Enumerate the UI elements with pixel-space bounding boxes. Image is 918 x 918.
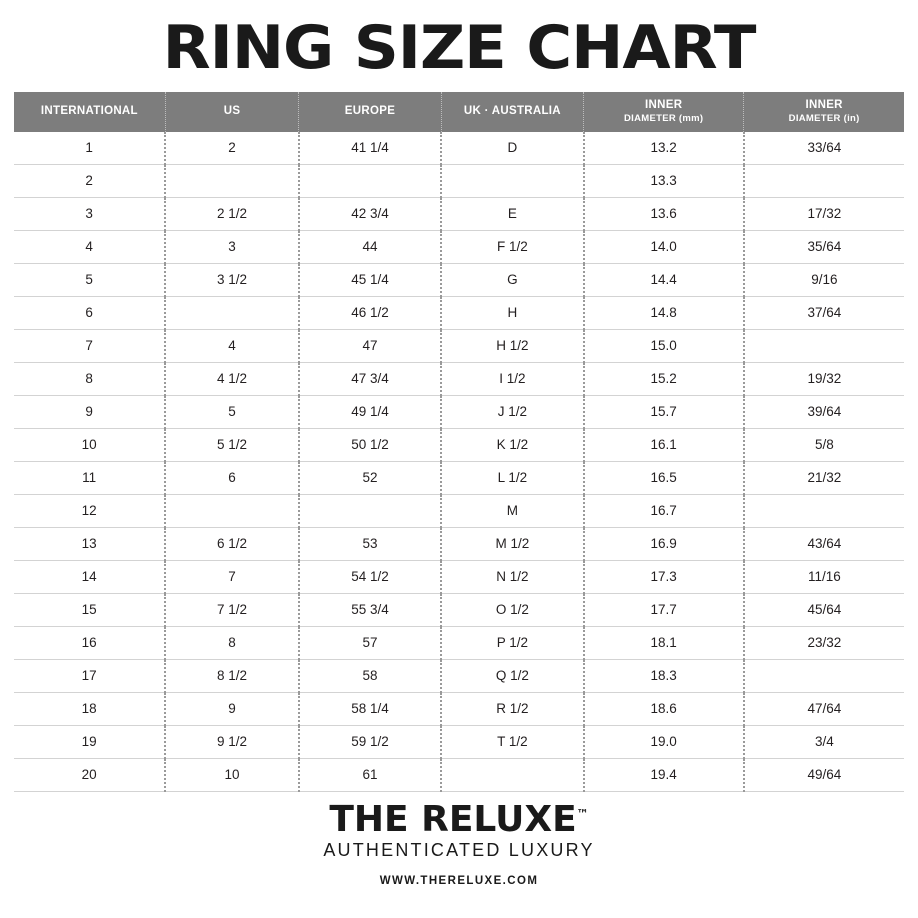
cell-us: 8 — [165, 626, 299, 659]
cell-us: 8 1/2 — [165, 659, 299, 692]
cell-uk-australia: D — [441, 132, 583, 165]
cell-international: 8 — [14, 362, 165, 395]
cell-diameter-in: 45/64 — [744, 593, 904, 626]
cell-diameter-mm: 13.3 — [584, 164, 744, 197]
cell-europe: 47 — [299, 329, 441, 362]
brand-name: THE RELUXE — [329, 798, 577, 840]
column-header-sublabel: DIAMETER (in) — [788, 112, 860, 124]
cell-europe: 41 1/4 — [299, 132, 441, 165]
cell-uk-australia: H — [441, 296, 583, 329]
cell-europe: 59 1/2 — [299, 725, 441, 758]
table-row — [14, 263, 904, 296]
table-row — [14, 230, 904, 263]
column-header-europe — [299, 92, 441, 132]
table-row — [14, 725, 904, 758]
brand-tagline: AUTHENTICATED LUXURY — [323, 839, 595, 860]
table-body — [14, 132, 904, 792]
cell-uk-australia: T 1/2 — [441, 725, 583, 758]
table-row — [14, 758, 904, 791]
cell-international: 19 — [14, 725, 165, 758]
cell-international: 5 — [14, 263, 165, 296]
cell-international: 3 — [14, 197, 165, 230]
cell-us — [165, 164, 299, 197]
cell-diameter-in — [744, 659, 904, 692]
table-row — [14, 197, 904, 230]
cell-diameter-in: 9/16 — [744, 263, 904, 296]
cell-us: 2 — [165, 132, 299, 165]
cell-international: 18 — [14, 692, 165, 725]
cell-international: 12 — [14, 494, 165, 527]
cell-diameter-in: 47/64 — [744, 692, 904, 725]
cell-uk-australia: M 1/2 — [441, 527, 583, 560]
cell-diameter-in — [744, 329, 904, 362]
cell-us: 4 — [165, 329, 299, 362]
cell-europe: 54 1/2 — [299, 560, 441, 593]
column-header-international — [14, 92, 165, 132]
cell-diameter-mm: 14.4 — [584, 263, 744, 296]
cell-us: 5 1/2 — [165, 428, 299, 461]
cell-diameter-mm: 19.0 — [584, 725, 744, 758]
cell-europe — [299, 164, 441, 197]
cell-diameter-in: 35/64 — [744, 230, 904, 263]
cell-uk-australia: J 1/2 — [441, 395, 583, 428]
table-row — [14, 296, 904, 329]
cell-europe: 61 — [299, 758, 441, 791]
cell-europe: 58 — [299, 659, 441, 692]
column-header-inner-diameter-in — [744, 92, 904, 132]
column-header-label: INTERNATIONAL — [40, 105, 138, 118]
table-row — [14, 428, 904, 461]
cell-us: 2 1/2 — [165, 197, 299, 230]
cell-diameter-in: 33/64 — [744, 132, 904, 165]
cell-europe: 50 1/2 — [299, 428, 441, 461]
cell-us: 4 1/2 — [165, 362, 299, 395]
cell-europe — [299, 494, 441, 527]
cell-international: 14 — [14, 560, 165, 593]
table-row — [14, 659, 904, 692]
column-header-sublabel: DIAMETER (mm) — [623, 112, 704, 124]
cell-us: 9 1/2 — [165, 725, 299, 758]
cell-diameter-mm: 16.1 — [584, 428, 744, 461]
cell-diameter-in: 37/64 — [744, 296, 904, 329]
cell-europe: 57 — [299, 626, 441, 659]
cell-diameter-mm: 17.7 — [584, 593, 744, 626]
cell-diameter-in — [744, 494, 904, 527]
cell-international: 6 — [14, 296, 165, 329]
table-row — [14, 527, 904, 560]
cell-international: 17 — [14, 659, 165, 692]
table-row — [14, 626, 904, 659]
column-header-label: UK · AUSTRALIA — [463, 105, 561, 118]
table-row — [14, 132, 904, 165]
cell-uk-australia: M — [441, 494, 583, 527]
cell-europe: 52 — [299, 461, 441, 494]
cell-us: 3 1/2 — [165, 263, 299, 296]
cell-diameter-mm: 13.6 — [584, 197, 744, 230]
cell-europe: 46 1/2 — [299, 296, 441, 329]
cell-diameter-mm: 18.1 — [584, 626, 744, 659]
table-row — [14, 560, 904, 593]
cell-international: 1 — [14, 132, 165, 165]
table-header-row — [14, 92, 904, 132]
cell-diameter-mm: 15.7 — [584, 395, 744, 428]
cell-diameter-mm: 14.8 — [584, 296, 744, 329]
cell-us: 3 — [165, 230, 299, 263]
cell-uk-australia: K 1/2 — [441, 428, 583, 461]
table-row — [14, 692, 904, 725]
cell-diameter-in: 21/32 — [744, 461, 904, 494]
cell-uk-australia: E — [441, 197, 583, 230]
cell-uk-australia: Q 1/2 — [441, 659, 583, 692]
cell-international: 16 — [14, 626, 165, 659]
cell-diameter-in — [744, 164, 904, 197]
cell-diameter-mm: 16.7 — [584, 494, 744, 527]
cell-uk-australia: P 1/2 — [441, 626, 583, 659]
cell-diameter-in: 3/4 — [744, 725, 904, 758]
cell-international: 13 — [14, 527, 165, 560]
cell-uk-australia: L 1/2 — [441, 461, 583, 494]
cell-europe: 42 3/4 — [299, 197, 441, 230]
cell-diameter-mm: 18.3 — [584, 659, 744, 692]
cell-uk-australia — [441, 164, 583, 197]
cell-europe: 47 3/4 — [299, 362, 441, 395]
cell-us: 5 — [165, 395, 299, 428]
cell-international: 10 — [14, 428, 165, 461]
column-header-label: EUROPE — [344, 105, 396, 118]
cell-diameter-in: 23/32 — [744, 626, 904, 659]
cell-us — [165, 296, 299, 329]
cell-diameter-mm: 14.0 — [584, 230, 744, 263]
cell-international: 11 — [14, 461, 165, 494]
website-url: WWW.THERELUXE.COM — [379, 874, 539, 887]
cell-diameter-mm: 16.9 — [584, 527, 744, 560]
cell-diameter-mm: 18.6 — [584, 692, 744, 725]
table-row — [14, 362, 904, 395]
cell-international: 2 — [14, 164, 165, 197]
cell-international: 20 — [14, 758, 165, 791]
cell-diameter-mm: 15.0 — [584, 329, 744, 362]
column-header-label: INNER — [805, 99, 843, 111]
cell-us: 6 1/2 — [165, 527, 299, 560]
cell-us: 9 — [165, 692, 299, 725]
cell-international: 4 — [14, 230, 165, 263]
cell-diameter-in: 19/32 — [744, 362, 904, 395]
cell-diameter-in: 11/16 — [744, 560, 904, 593]
column-header-uk-australia — [441, 92, 583, 132]
cell-diameter-in: 49/64 — [744, 758, 904, 791]
column-header-label: US — [223, 105, 241, 118]
table-row — [14, 164, 904, 197]
cell-diameter-in: 39/64 — [744, 395, 904, 428]
cell-uk-australia: H 1/2 — [441, 329, 583, 362]
table-row — [14, 593, 904, 626]
cell-uk-australia: R 1/2 — [441, 692, 583, 725]
table-row — [14, 329, 904, 362]
cell-diameter-mm: 16.5 — [584, 461, 744, 494]
cell-europe: 44 — [299, 230, 441, 263]
cell-uk-australia: F 1/2 — [441, 230, 583, 263]
cell-diameter-mm: 15.2 — [584, 362, 744, 395]
column-header-us — [165, 92, 299, 132]
cell-europe: 49 1/4 — [299, 395, 441, 428]
cell-diameter-mm: 19.4 — [584, 758, 744, 791]
cell-europe: 55 3/4 — [299, 593, 441, 626]
brand-logo — [329, 798, 589, 840]
cell-uk-australia: I 1/2 — [441, 362, 583, 395]
trademark-symbol: ™ — [576, 806, 589, 821]
cell-europe: 58 1/4 — [299, 692, 441, 725]
cell-diameter-mm: 13.2 — [584, 132, 744, 165]
cell-uk-australia: G — [441, 263, 583, 296]
page-title: RING SIZE CHART — [162, 13, 756, 83]
cell-international: 15 — [14, 593, 165, 626]
cell-international: 7 — [14, 329, 165, 362]
cell-diameter-in: 5/8 — [744, 428, 904, 461]
table-row — [14, 461, 904, 494]
size-chart-table — [14, 92, 904, 792]
table-row — [14, 494, 904, 527]
cell-uk-australia — [441, 758, 583, 791]
cell-diameter-mm: 17.3 — [584, 560, 744, 593]
table-header — [14, 92, 904, 132]
cell-us — [165, 494, 299, 527]
footer — [0, 798, 918, 887]
cell-europe: 53 — [299, 527, 441, 560]
cell-uk-australia: O 1/2 — [441, 593, 583, 626]
cell-uk-australia: N 1/2 — [441, 560, 583, 593]
cell-diameter-in: 17/32 — [744, 197, 904, 230]
column-header-label: INNER — [645, 99, 683, 111]
cell-us: 10 — [165, 758, 299, 791]
column-header-inner-diameter-mm — [584, 92, 744, 132]
table-row — [14, 395, 904, 428]
cell-us: 6 — [165, 461, 299, 494]
cell-us: 7 — [165, 560, 299, 593]
cell-europe: 45 1/4 — [299, 263, 441, 296]
cell-international: 9 — [14, 395, 165, 428]
cell-us: 7 1/2 — [165, 593, 299, 626]
cell-diameter-in: 43/64 — [744, 527, 904, 560]
